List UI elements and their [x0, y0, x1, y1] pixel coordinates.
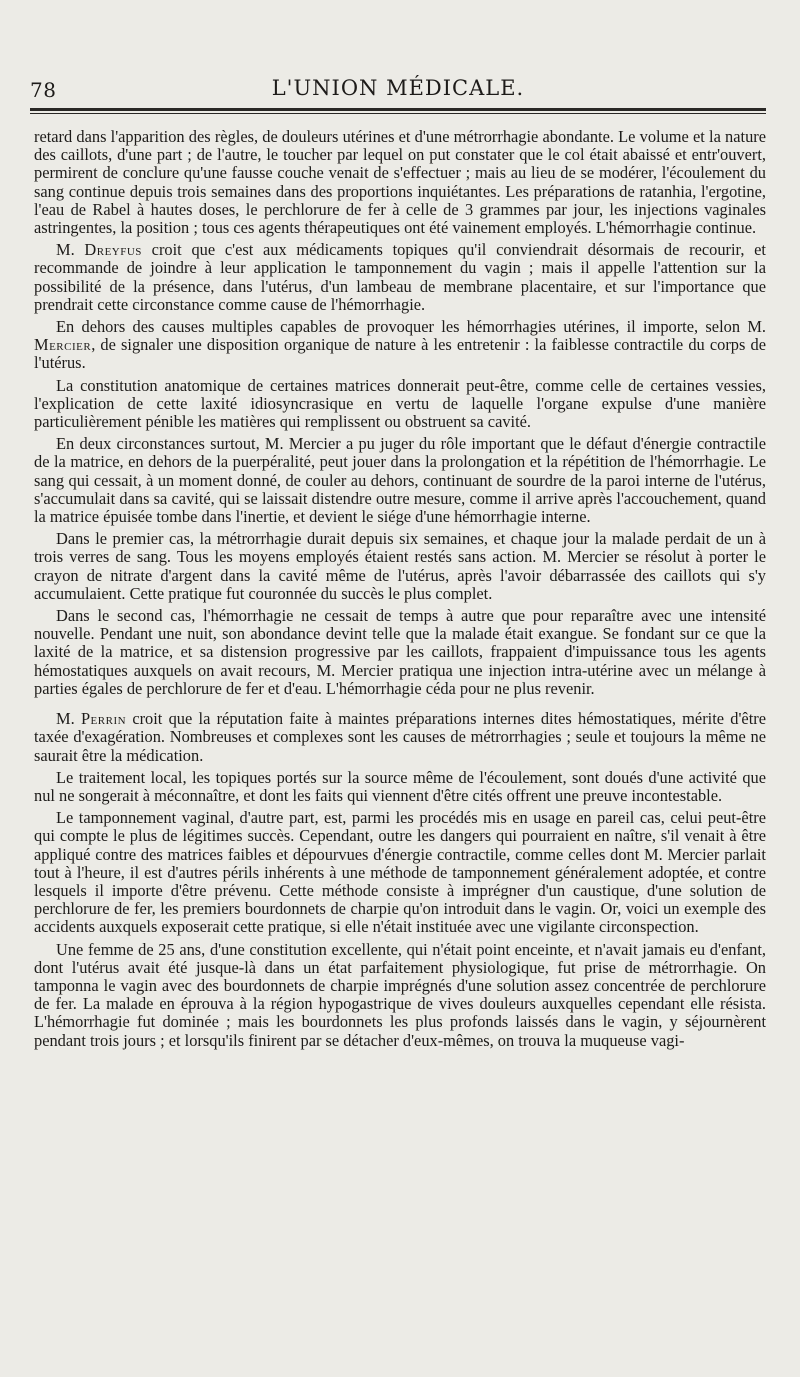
header-rule-thin	[30, 113, 766, 114]
paragraph-8: M. Perrin croit que la réputation faite à maintes préparations internes dites hémostatiques, mérite d'être taxée d'exagération. Nombreuses et complexes sont les causes de métrorrhagies ; seule et toujours la même ne saurait être la médication.	[34, 709, 766, 765]
running-title: L'UNION MÉDICALE.	[271, 76, 525, 100]
speaker-name: Mercier	[34, 335, 92, 355]
paragraph-9: Le traitement local, les topiques portés sur la source même de l'écoulement, sont doués d'une activité que nul ne songerait à méconnaître, et dont les faits qui viennent d'être cités offrent une preuve incontestable.	[34, 767, 766, 805]
paragraph-10: Le tamponnement vaginal, d'autre part, est, parmi les procédés mis en usage en pareil cas, celui peut-être qui compte le plus de légitimes succès. Cependant, outre les dangers qui pourraient en naître, s'il venait à être appliqué contre des matrices faibles et dépourvues d'énergie contractile, comme celles dont M. Mercier parlait tout à l'heure, il est d'autres périls inhérents à une méthode de tamponnement généralement adoptée, et contre lesquels il importe d'être prévenu. Cette méthode consiste à imprégner d'un caustique, d'une solution de perchlorure de fer, les premiers bourdonnets de charpie qu'on introduit dans le vagin. Or, voici un exemple des accidents auxquels exposerait cette pratique, si elle n'était instituée avec une vigilante circonspection.	[34, 808, 766, 937]
page-header	[30, 76, 766, 102]
paragraph-5: En deux circonstances surtout, M. Mercier a pu juger du rôle important que le défaut d'énergie contractile de la matrice, en dehors de la puerpéralité, peut jouer dans la prolongation et la répétition de l'hémorrhagie. Le sang qui cessait, à un moment donné, de couler au dehors, continuant de sourdre de la paroi interne de l'utérus, s'accumulait dans sa cavité, qui se laissait distendre outre mesure, comme il arrive après l'accouchement, quand la matrice épuisée tombe dans l'inertie, et devient le siége d'une hémorrhagie interne.	[34, 434, 766, 527]
speaker-name: Dreyfus	[84, 240, 142, 260]
paragraph-7: Dans le second cas, l'hémorrhagie ne cessait de temps à autre que pour reparaître avec une intensité nouvelle. Pendant une nuit, son abondance devint telle que la malade était exangue. Se fondant sur ce que la laxité de la matrice, et sa distension progressive par les caillots, frappaient d'impuissance tous les agents hémostatiques auxquels on avait recours, M. Mercier pratiqua une injection intra-utérine avec un mélange à parties égales de perchlorure de fer et d'eau. L'hémorrhagie céda pour ne plus revenir.	[34, 606, 766, 698]
paragraph-1: retard dans l'apparition des règles, de douleurs utérines et d'une métrorrhagie abondante. Le volume et la nature des caillots, d'une part ; de l'autre, le toucher par lequel on put constater que le col était abaissé et entr'ouvert, permirent de conclure qu'une fausse couche venait de s'effectuer ; mais au lieu de se modérer, l'écoulement du sang continue depuis trois semaines dans des proportions inquiétantes. Les préparations de ratanhia, l'ergotine, l'eau de Rabel à hautes doses, le perchlorure de fer à celle de 3 grammes par jour, les injections vaginales astringentes, la position ; tous ces agents thérapeutiques ont été vainement employés. L'hémorrhagie continue.	[34, 127, 766, 238]
speaker-name: Perrin	[80, 709, 127, 729]
paragraph-11: Une femme de 25 ans, d'une constitution excellente, qui n'était point enceinte, et n'avait jamais eu d'enfant, dont l'utérus avait été jusque-là dans un état parfaitement physiologique, fut prise de métrorrhagie. On tamponna le vagin avec des bourdonnets de charpie imprégnés d'une solution assez concentrée de perchlorure de fer. La malade en éprouva à la région hypogastrique de vives douleurs auxquelles cependant elle résista. L'hémorrhagie fut dominée ; mais les bourdonnets les plus profonds laissés dans le vagin, y séjournèrent pendant trois jours ; et lorsqu'ils finirent par se détacher d'eux-mêmes, on trouva la muqueuse vagi-	[34, 939, 766, 1050]
header-rule	[30, 108, 766, 111]
paragraph-2: M. Dreyfus croit que c'est aux médicaments topiques qu'il conviendrait désormais de recourir, et recommande de joindre à leur application le tamponnement du vagin ; mais il appelle l'attention sur la possibilité de la présence, dans l'utérus, d'un lambeau de membrane placentaire, et sur l'importance que prendrait cette circonstance comme cause de l'hémorrhagie.	[34, 240, 766, 314]
article-body	[34, 128, 766, 1054]
paragraph-3: En dehors des causes multiples capables de provoquer les hémorrhagies utérines, il importe, selon M. Mercier, de signaler une disposition organique de nature à les entretenir : la faiblesse contractile du corps de l'utérus.	[34, 317, 766, 373]
paragraph-4: La constitution anatomique de certaines matrices donnerait peut-être, comme celle de certaines vessies, l'explication de cette laxité idiosyncrasique en vertu de laquelle l'organe expulse d'une manière particulièrement pénible les matières qui remplissent ou obstruent sa cavité.	[34, 375, 766, 432]
paragraph-6: Dans le premier cas, la métrorrhagie durait depuis six semaines, et chaque jour la malade perdait de un à trois verres de sang. Tous les moyens employés étaient restés sans action. M. Mercier se résolut à porter le crayon de nitrate d'argent dans la cavité même de l'utérus, après l'avoir débarrassée des caillots qui s'y accumulaient. Cette pratique fut couronnée du succès le plus complet.	[34, 529, 766, 603]
page-number: 78	[30, 78, 57, 102]
